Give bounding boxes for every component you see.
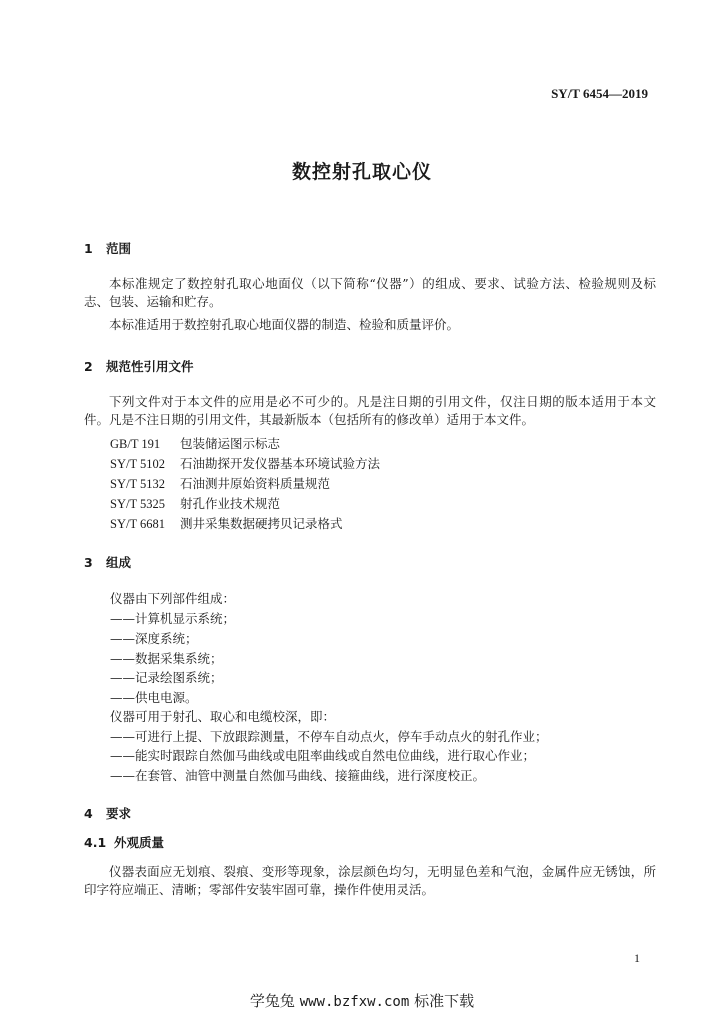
section-2-paragraph-1: 下列文件对于本文件的应用是必不可少的。凡是注日期的引用文件，仅注日期的版本适用于本文件。凡是不注日期的引用文件，其最新版本（包括所有的修改单）适用于本文件。: [84, 394, 656, 427]
section-4-1-paragraph: 仪器表面应无划痕、裂痕、变形等现象，涂层颜色均匀，无明显色差和气泡，金属件应无锈蚀，所印字符应端正、清晰；零部件安装牢固可靠，操作件使用灵活。: [84, 864, 656, 897]
footer-url[interactable]: www.bzfxw.com: [299, 994, 410, 1010]
composition-line: ——能实时跟踪自然伽马曲线或电阻率曲线或自然电位曲线，进行取心作业；: [110, 748, 536, 763]
section-4-title: 要求: [106, 806, 132, 821]
reference-code: SY/T 6681: [110, 517, 165, 531]
reference-item: [110, 474, 330, 492]
composition-line: ——记录绘图系统；: [110, 670, 223, 685]
composition-line: ——在套管、油管中测量自然伽马曲线、接箍曲线，进行深度校正。: [110, 768, 486, 783]
reference-title: 石油测井原始资料质量规范: [180, 476, 331, 491]
reference-code: SY/T 5132: [110, 477, 165, 491]
reference-title: 石油勘探开发仪器基本环境试验方法: [180, 456, 381, 471]
footer-watermark: [0, 990, 724, 1011]
reference-title: 包装储运图示标志: [180, 436, 281, 451]
page-number: 1: [634, 951, 640, 965]
section-4-1-number: 4.1: [84, 835, 107, 850]
composition-line: ——供电电源。: [110, 690, 198, 705]
section-1-paragraph-1: 本标准规定了数控射孔取心地面仪（以下简称“仪器”）的组成、要求、试验方法、检验规则及标志、包装、运输和贮存。: [84, 276, 656, 309]
footer-site-name: 学兔兔: [249, 992, 295, 1010]
standard-code: SY/T 6454—2019: [551, 86, 648, 101]
composition-line: ——深度系统；: [110, 631, 198, 646]
footer-tag: 标准下载: [414, 992, 475, 1010]
section-4-number: 4: [84, 806, 93, 821]
reference-title: 测井采集数据硬拷贝记录格式: [180, 516, 343, 531]
section-1-heading: [84, 239, 131, 257]
reference-code: GB/T 191: [110, 437, 161, 451]
document-title: 数控射孔取心仪: [291, 161, 432, 183]
composition-line: ——可进行上提、下放跟踪测量，不停车自动点火，停车手动点火的射孔作业；: [110, 729, 548, 744]
section-3-title: 组成: [106, 555, 132, 570]
reference-code: SY/T 5325: [110, 497, 165, 511]
reference-item: [110, 494, 280, 512]
section-3-number: 3: [84, 555, 93, 570]
section-4-1-heading: [84, 833, 164, 851]
section-4-1-title: 外观质量: [114, 835, 165, 850]
reference-item: [110, 434, 280, 452]
section-1-number: 1: [84, 241, 93, 256]
section-2-number: 2: [84, 359, 93, 374]
composition-line: ——数据采集系统；: [110, 651, 223, 666]
reference-item: [110, 514, 343, 532]
composition-line: ——计算机显示系统；: [110, 611, 236, 626]
section-3-heading: [84, 553, 131, 571]
section-1-title: 范围: [106, 241, 132, 256]
reference-item: [110, 454, 380, 472]
composition-line: 仪器由下列部件组成：: [110, 591, 236, 606]
composition-line: 仪器可用于射孔、取心和电缆校深，即：: [110, 709, 336, 724]
section-2-title: 规范性引用文件: [106, 359, 194, 374]
section-1-paragraph-2: 本标准适用于数控射孔取心地面仪器的制造、检验和质量评价。: [109, 317, 460, 332]
section-4-heading: [84, 804, 131, 822]
reference-code: SY/T 5102: [110, 457, 165, 471]
reference-title: 射孔作业技术规范: [180, 496, 281, 511]
section-2-heading: [84, 357, 194, 375]
